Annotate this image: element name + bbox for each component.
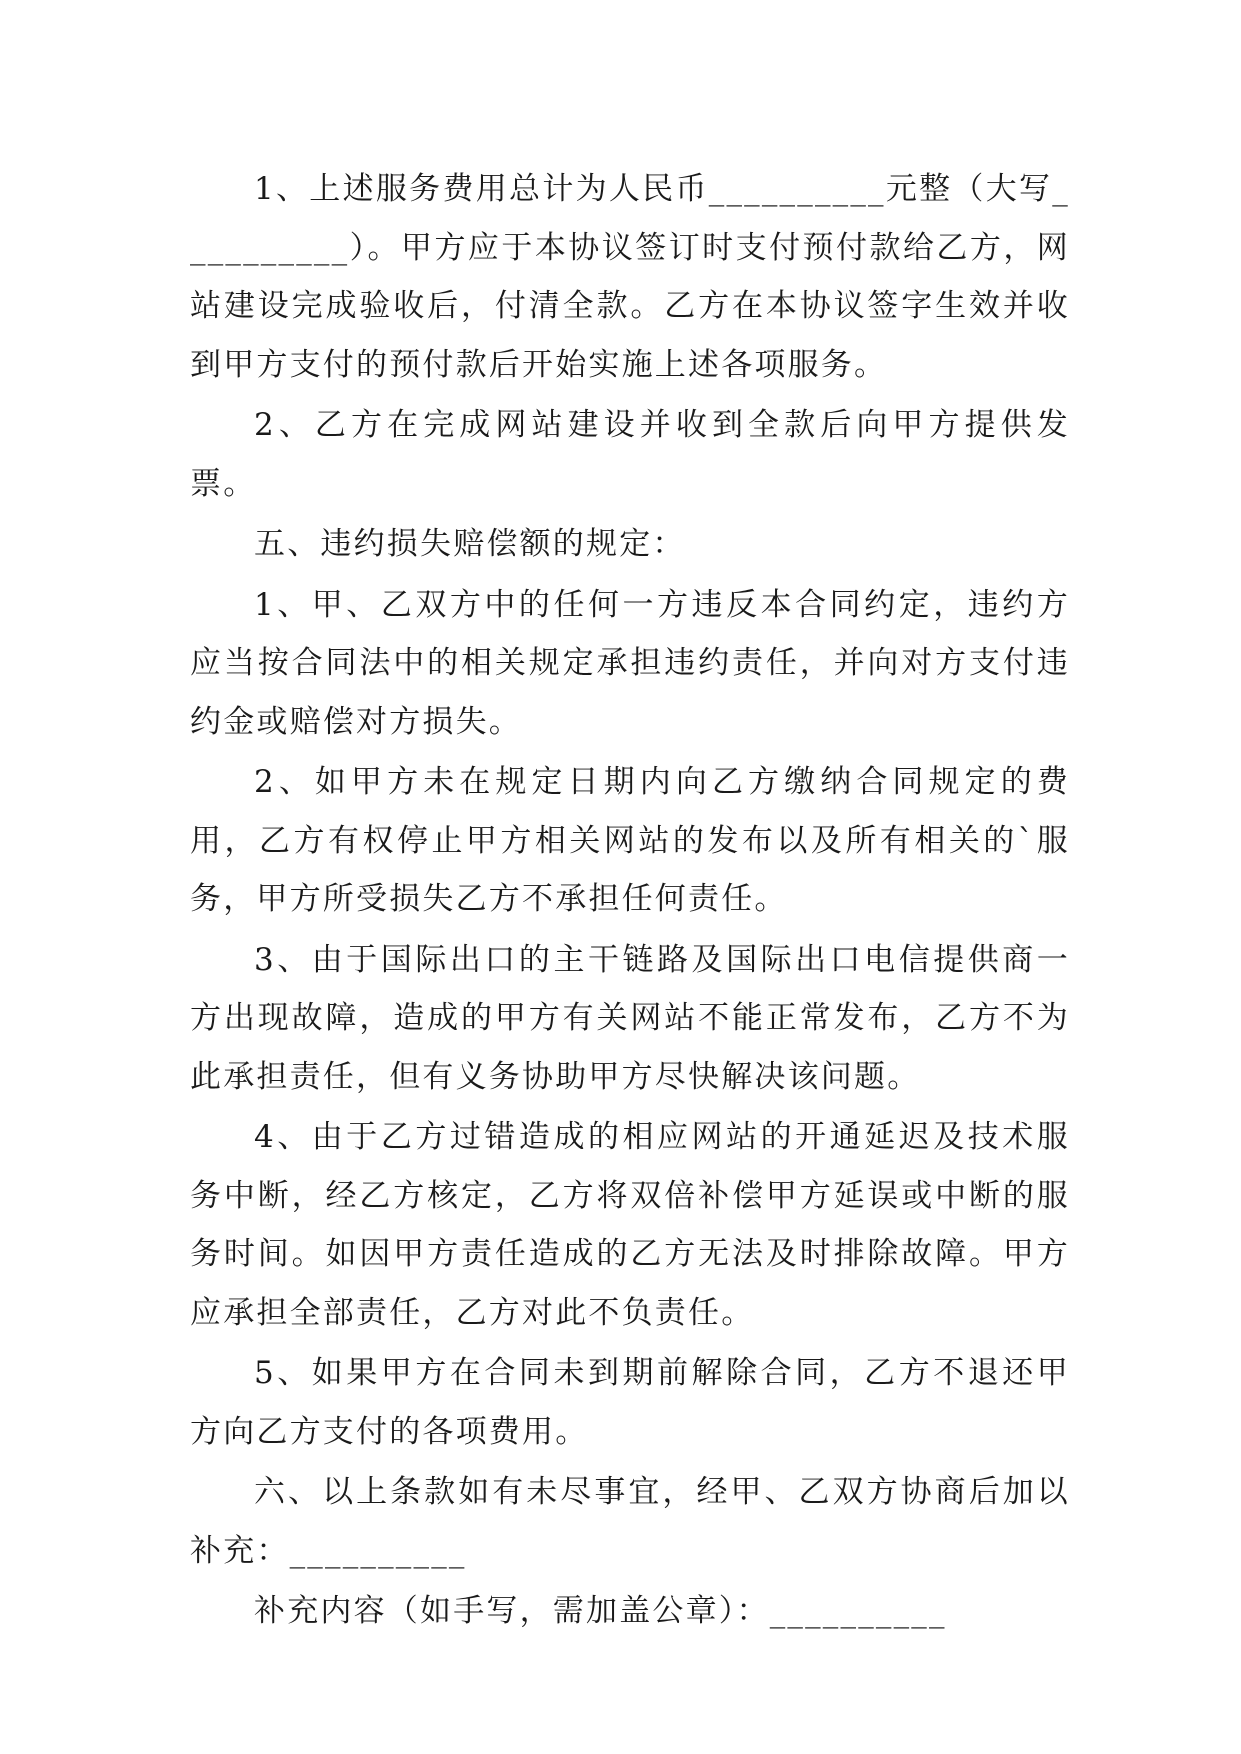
section-heading-supplement: 六、以上条款如有未尽事宜，经甲、乙双方协商后加以补充：__________ [190, 1474, 1070, 1569]
document-body [190, 160, 1070, 1641]
clause-invoice: 2、乙方在完成网站建设并收到全款后向甲方提供发票。 [190, 407, 1070, 502]
clause-service-delay: 4、由于乙方过错造成的相应网站的开通延迟及技术服务中断，经乙方核定，乙方将双倍补偿甲方延误或中断的服务时间。如因甲方责任造成的乙方无法及时排除故障。甲方应承担全部责任，乙方对此不负责任。 [190, 1119, 1070, 1331]
supplement-content-line: 补充内容（如手写，需加盖公章）：__________ [254, 1593, 947, 1629]
clause-late-payment: 2、如甲方未在规定日期内向乙方缴纳合同规定的费用，乙方有权停止甲方相关网站的发布以及所有相关的`服务，甲方所受损失乙方不承担任何责任。 [190, 764, 1070, 917]
clause-fee-total: 1、上述服务费用总计为人民币__________元整（大写__________）。甲方应于本协议签订时支付预付款给乙方，网站建设完成验收后，付清全款。乙方在本协议签字生效并收到甲方支付的预付款后开始实施上述各项服务。 [190, 171, 1070, 383]
clause-early-termination: 5、如果甲方在合同未到期前解除合同，乙方不退还甲方向乙方支付的各项费用。 [190, 1355, 1070, 1450]
section-heading-breach: 五、违约损失赔偿额的规定： [254, 526, 686, 562]
clause-breach-liability: 1、甲、乙双方中的任何一方违反本合同约定，违约方应当按合同法中的相关规定承担违约责任，并向对方支付违约金或赔偿对方损失。 [190, 586, 1070, 740]
clause-link-failure: 3、由于国际出口的主干链路及国际出口电信提供商一方出现故障，造成的甲方有关网站不能正常发布，乙方不为此承担责任，但有义务协助甲方尽快解决该问题。 [190, 941, 1070, 1095]
